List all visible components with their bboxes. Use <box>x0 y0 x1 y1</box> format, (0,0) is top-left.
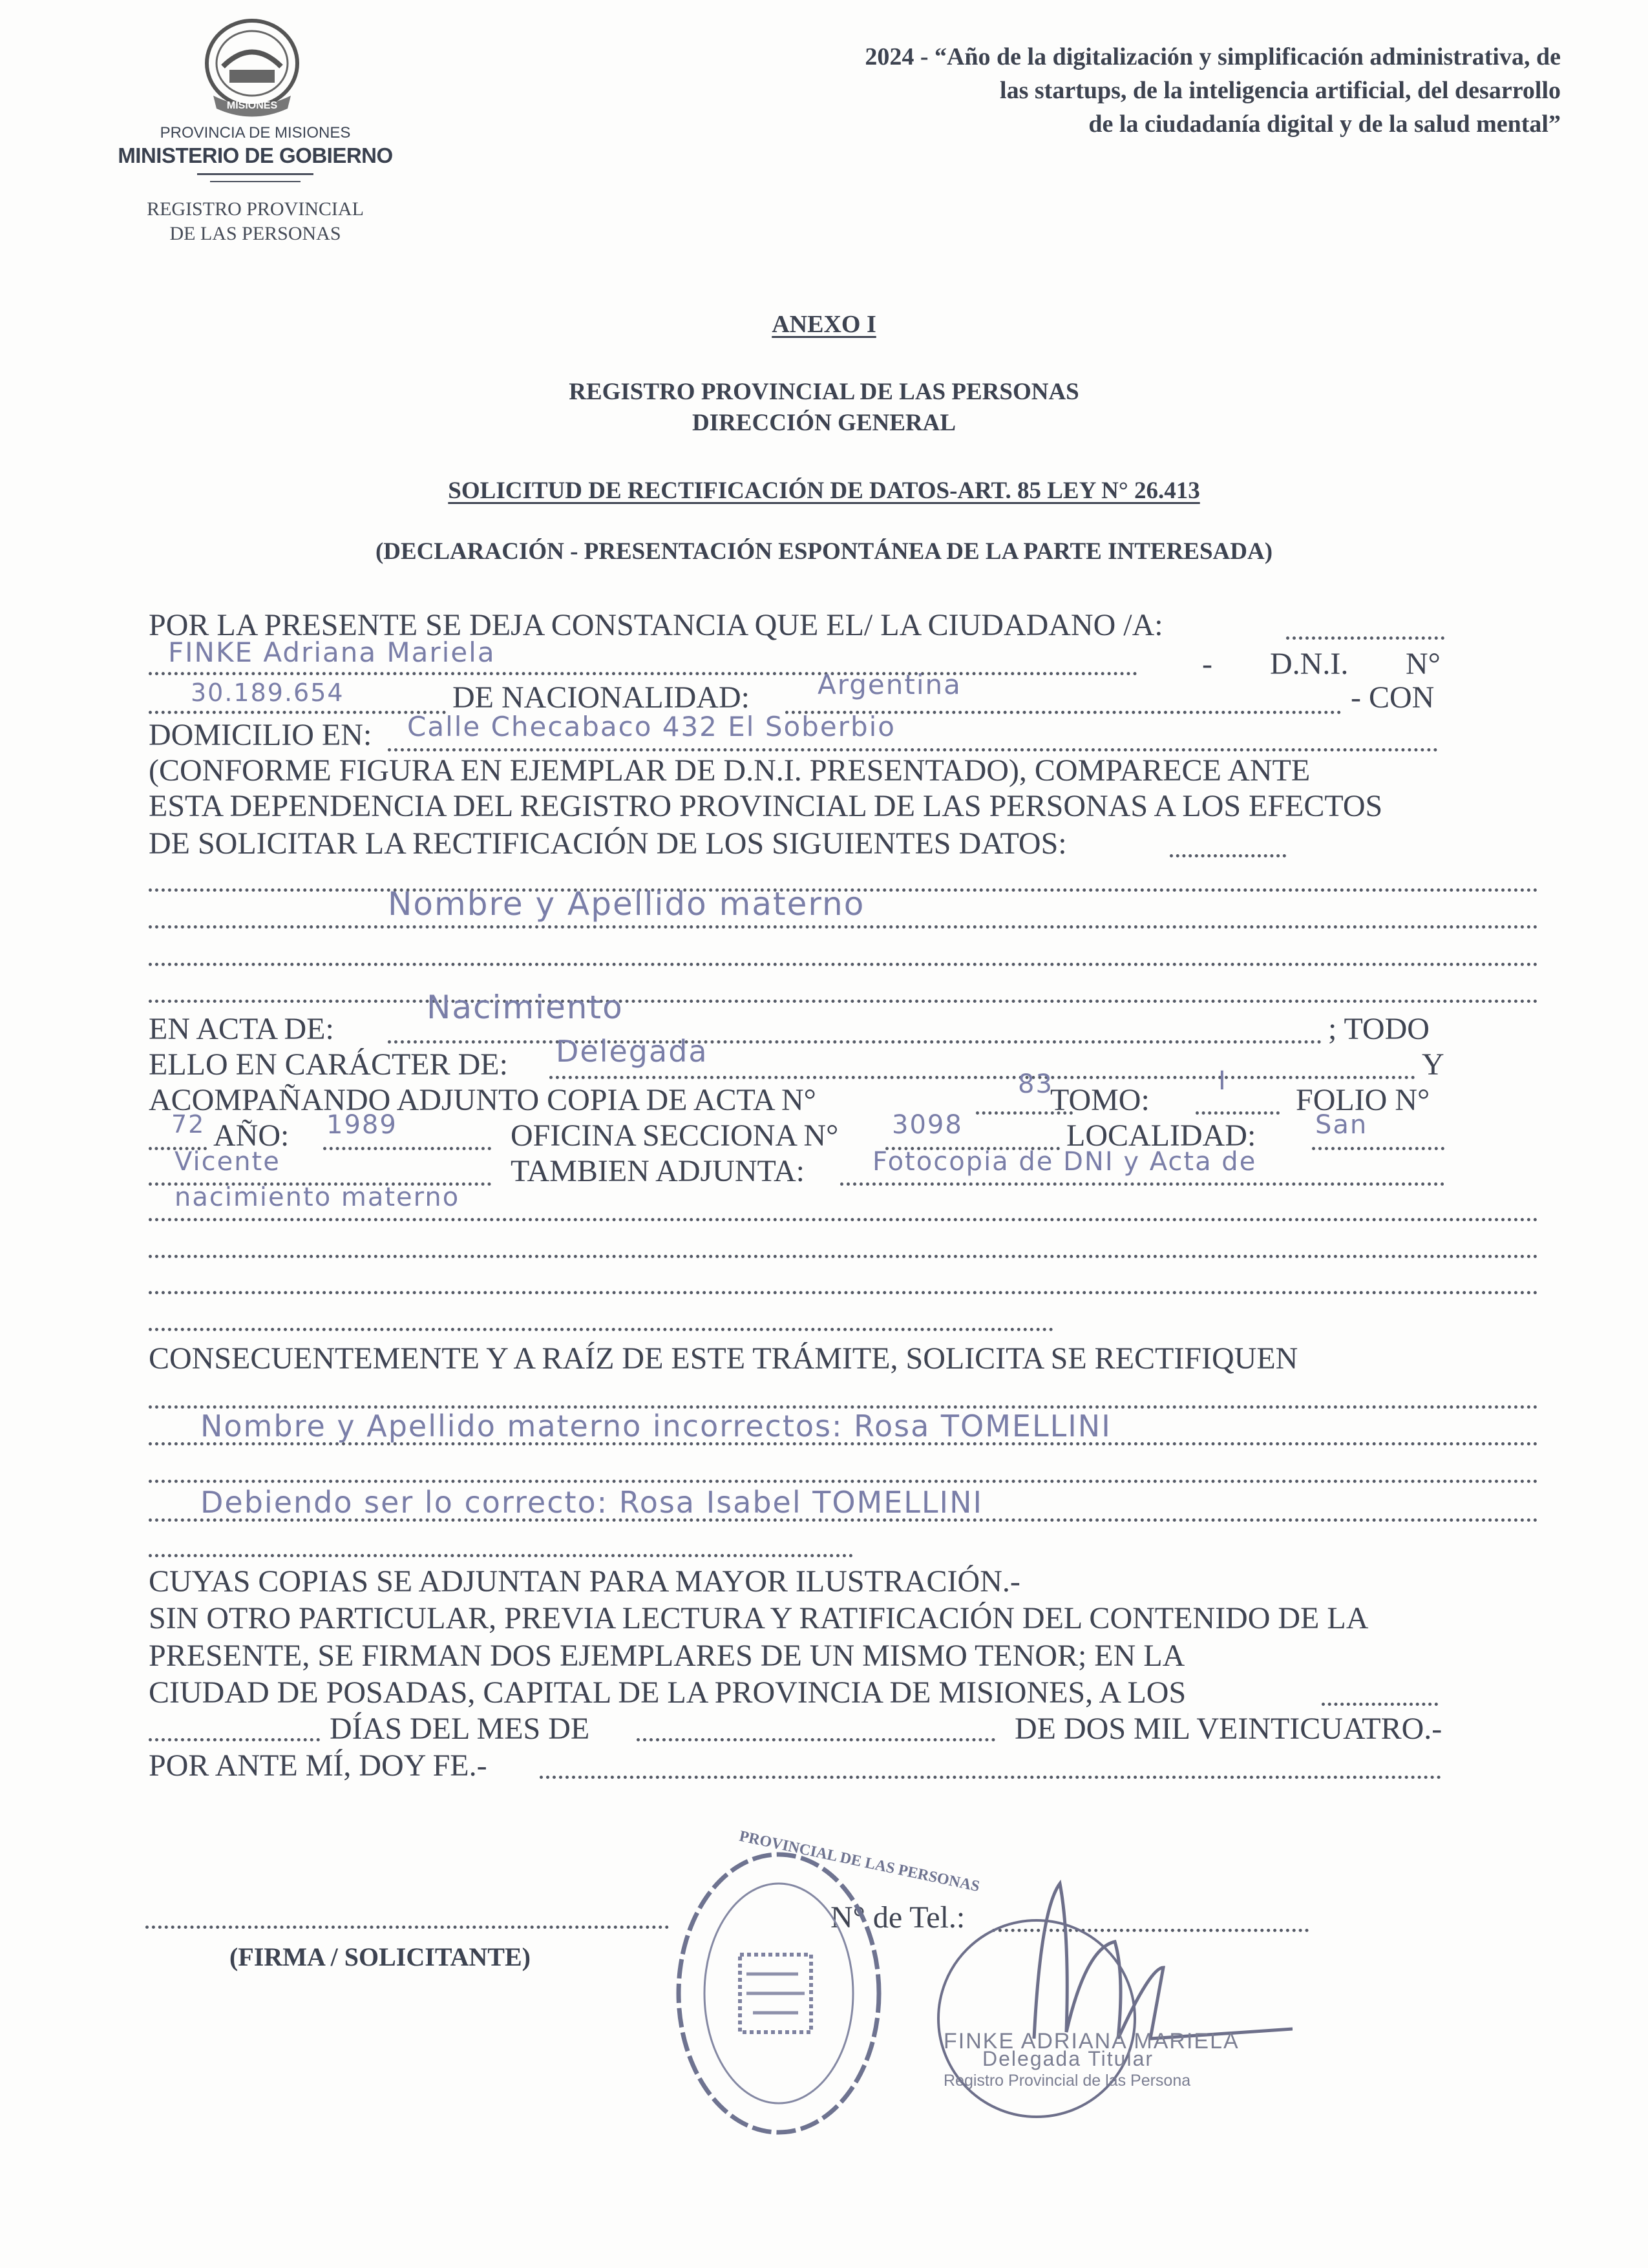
handwritten-data-to-rectify: Nombre y Apellido materno <box>388 885 865 923</box>
registry-title: REGISTRO PROVINCIAL DE LAS PERSONAS <box>569 379 1079 405</box>
acompanando-label: ACOMPAÑANDO ADJUNTO COPIA DE ACTA N° <box>149 1083 816 1117</box>
handwritten-character: Delegada <box>556 1034 708 1069</box>
handwritten-rectify-1: Nombre y Apellido materno incorrectos: Rosa TOMELLINI <box>200 1409 1112 1444</box>
con-label: - CON <box>1351 680 1435 715</box>
caracter-label: ELLO EN CARÁCTER DE: <box>149 1047 508 1082</box>
dni-number-label: N° <box>1406 647 1441 681</box>
divider-1 <box>197 173 313 175</box>
official-seal <box>669 1845 889 2142</box>
tel-label: N° de Tel.: <box>830 1900 966 1935</box>
handwritten-name: FINKE Adriana Mariela <box>168 636 496 668</box>
localidad-label: LOCALIDAD: <box>1066 1118 1256 1153</box>
closing-line-4: CIUDAD DE POSADAS, CAPITAL DE LA PROVINCIA DE MISIONES, A LOS <box>149 1675 1187 1710</box>
closing-line-2: SIN OTRO PARTICULAR, PREVIA LECTURA Y RATIFICACIÓN DEL CONTENIDO DE LA <box>149 1601 1369 1635</box>
handwritten-oficina: 3098 <box>892 1110 963 1140</box>
tomo-label: TOMO: <box>1050 1083 1150 1117</box>
acta-label: EN ACTA DE: <box>149 1012 334 1046</box>
handwritten-domicile: Calle Checabaco 432 El Soberbio <box>407 711 896 742</box>
handwritten-folio: 72 <box>171 1110 206 1139</box>
handwritten-adjunta-2: nacimiento materno <box>174 1182 460 1212</box>
closing-line-1: CUYAS COPIAS SE ADJUNTAN PARA MAYOR ILUSTRACIÓN.- <box>149 1564 1020 1599</box>
dash-1: - <box>1202 647 1212 681</box>
handwritten-acta-no: 83 <box>1018 1069 1053 1099</box>
registry-label: REGISTRO PROVINCIAL DE LAS PERSONAS <box>147 198 364 244</box>
form-line-6: ESTA DEPENDENCIA DEL REGISTRO PROVINCIAL DE LAS PERSONAS A LOS EFECTOS <box>149 789 1383 823</box>
closing-line-3: PRESENTE, SE FIRMAN DOS EJEMPLARES DE UN MISMO TENOR; EN LA <box>149 1639 1185 1673</box>
oficina-label: OFICINA SECCIONA N° <box>511 1118 839 1153</box>
firma-label: (FIRMA / SOLICITANTE) <box>229 1942 531 1971</box>
por-ante-label: POR ANTE MÍ, DOY FE.- <box>149 1748 487 1783</box>
declaration-title: (DECLARACIÓN - PRESENTACIÓN ESPONTÁNEA DE LA PARTE INTERESADA) <box>375 538 1273 565</box>
handwritten-localidad-2: Vicente <box>174 1147 280 1177</box>
y-label: Y <box>1422 1047 1444 1082</box>
ministry-label: MINISTERIO DE GOBIERNO <box>118 143 393 167</box>
anio-label: AÑO: <box>213 1118 290 1153</box>
domicile-label: DOMICILIO EN: <box>149 718 372 752</box>
form-line-intro: POR LA PRESENTE SE DEJA CONSTANCIA QUE EL/ LA CIUDADANO /A: <box>149 608 1163 642</box>
consecuentemente-label: CONSECUENTEMENTE Y A RAÍZ DE ESTE TRÁMITE, SOLICITA SE RECTIFIQUEN <box>149 1341 1298 1376</box>
handwritten-rectify-2: Debiendo ser lo correcto: Rosa Isabel TOMELLINI <box>200 1485 984 1520</box>
signature-line <box>145 1926 669 1929</box>
form-line-5: (CONFORME FIGURA EN EJEMPLAR DE D.N.I. PRESENTADO), COMPARECE ANTE <box>149 753 1311 788</box>
tambien-label: TAMBIEN ADJUNTA: <box>511 1154 805 1188</box>
todo-label: ; TODO <box>1328 1012 1430 1046</box>
form-line-7: DE SOLICITAR LA RECTIFICACIÓN DE LOS SIGUIENTES DATOS: <box>149 826 1067 861</box>
dni-label: D.N.I. <box>1270 647 1349 681</box>
handwritten-dni: 30.189.654 <box>191 678 344 707</box>
dos-mil-label: DE DOS MIL VEINTICUATRO.- <box>1015 1712 1442 1746</box>
logo-text: MISIONES <box>226 100 278 111</box>
handwritten-localidad-1: San <box>1315 1110 1368 1140</box>
request-title: SOLICITUD DE RECTIFICACIÓN DE DATOS-ART. 85 LEY N° 26.413 <box>448 478 1200 504</box>
signature-stamp-office: Registro Provincial de las Persona <box>944 2072 1191 2090</box>
annex-title: ANEXO I <box>772 311 876 338</box>
handwritten-tomo: I <box>1218 1066 1227 1096</box>
direction-title: DIRECCIÓN GENERAL <box>692 410 956 436</box>
signature-stamp-name: FINKE ADRIANA MARIELA <box>944 2029 1240 2053</box>
divider-2 <box>210 181 301 182</box>
handwritten-adjunta-1: Fotocopia de DNI y Acta de <box>872 1147 1257 1177</box>
handwritten-acta-type: Nacimiento <box>427 989 624 1026</box>
province-label: PROVINCIA DE MISIONES <box>160 124 351 142</box>
seal-text: PROVINCIAL DE LAS PERSONAS <box>737 1827 982 1896</box>
nationality-label: DE NACIONALIDAD: <box>452 680 750 715</box>
coat-of-arms-logo <box>194 18 310 121</box>
handwritten-nationality: Argentina <box>818 669 962 700</box>
dias-label: DÍAS DEL MES DE <box>330 1712 590 1746</box>
year-motto: 2024 - “Año de la digitalización y simplificación administrativa, de las startups, de la inteligencia artificial, del desarrollo de la ciudadanía digital y de la salud mental” <box>865 43 1561 138</box>
signature-stamp-role: Delegada Titular <box>982 2047 1154 2070</box>
folio-label: FOLIO N° <box>1296 1083 1430 1117</box>
handwritten-anio: 1989 <box>326 1110 397 1140</box>
